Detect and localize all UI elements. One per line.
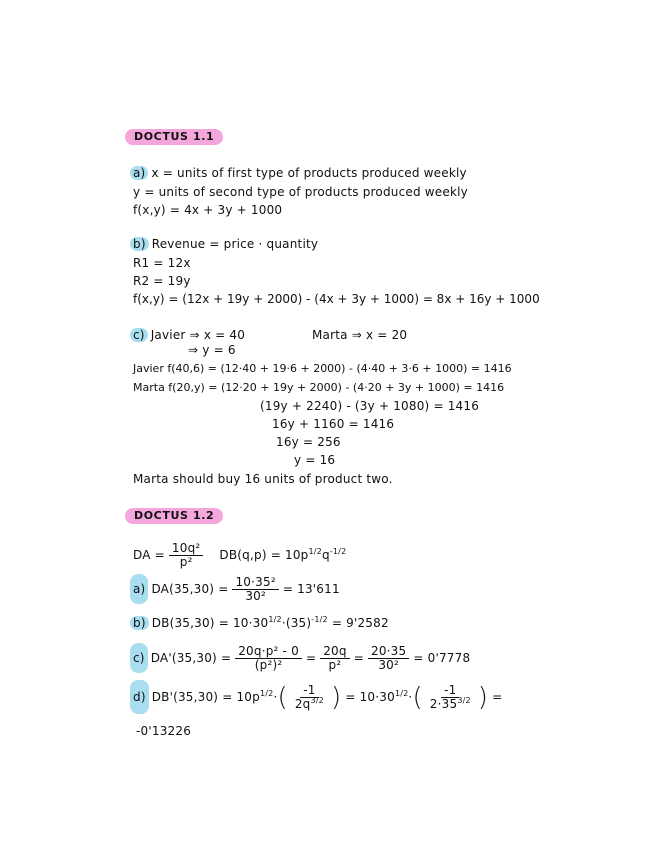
part-c-tag: c) xyxy=(130,328,148,342)
d-dot-1: · xyxy=(273,690,278,704)
text-b4: f(x,y) = (12x + 19y + 2000) - (4x + 3y + 1000) = 8x + 16y + 1000 xyxy=(133,292,540,306)
db-exp-1: 1/2 xyxy=(308,547,322,556)
c-f2-denominator: p² xyxy=(328,658,342,672)
line-part-c xyxy=(130,643,470,673)
b-eq: DB(35,30) = 10·30 xyxy=(151,616,269,630)
line-definitions xyxy=(133,540,346,570)
c-f2-numerator: 20q xyxy=(320,645,350,659)
text-c6: 16y + 1160 = 1416 xyxy=(272,417,395,431)
b-exp-2: -1/2 xyxy=(311,615,328,624)
line-c1 xyxy=(130,328,245,342)
c-f1-denominator: (p²)² xyxy=(254,658,283,672)
d-end-eq: = xyxy=(492,690,503,704)
d-exp-1: 1/2 xyxy=(259,689,274,698)
text-b2: R1 = 12x xyxy=(133,256,191,270)
part-d-tag: d) xyxy=(130,680,149,714)
section-header-1-1: DOCTUS 1.1 xyxy=(125,129,223,145)
line-part-d xyxy=(130,680,502,714)
d-paren-open-2: ( xyxy=(412,682,423,713)
d-fraction-1 xyxy=(292,684,327,711)
d-paren-open-1: ( xyxy=(277,682,288,713)
d-f2-denominator: 2·35 xyxy=(429,697,458,711)
d-f2-denominator-wrap xyxy=(427,698,474,711)
db-q: q xyxy=(321,548,330,562)
line-part-a xyxy=(130,574,340,604)
part-c2-tag: c) xyxy=(130,643,148,673)
d-f1-numerator: -1 xyxy=(300,684,318,698)
text-c3: Javier f(40,6) = (12·40 + 19·6 + 2000) - (4·40 + 3·6 + 1000) = 1416 xyxy=(133,362,512,375)
c-fraction-3 xyxy=(368,645,409,672)
c-f3-denominator: 30² xyxy=(378,658,399,672)
text-c1b: Marta ⇒ x = 20 xyxy=(312,328,408,342)
text-c1: Javier ⇒ x = 40 xyxy=(150,328,246,342)
a-denominator: 30² xyxy=(245,589,266,603)
c-eq-2: = xyxy=(353,651,364,665)
section-header-1-2: DOCTUS 1.2 xyxy=(125,508,223,524)
part-b-tag: b) xyxy=(130,237,149,251)
d-f1-exp: 3/2 xyxy=(310,696,324,705)
text-c5: (19y + 2240) - (3y + 1080) = 1416 xyxy=(260,399,480,413)
text-c8: y = 16 xyxy=(294,453,336,467)
a-result: = 13'611 xyxy=(282,582,340,596)
c-fraction-1 xyxy=(235,645,302,672)
b-mid: ·(35) xyxy=(281,616,312,630)
d-f2-numerator: -1 xyxy=(441,684,459,698)
c-result: = 0'7778 xyxy=(413,651,471,665)
d-result: -0'13226 xyxy=(136,724,192,738)
da-fraction xyxy=(169,542,204,569)
db-exp-2: -1/2 xyxy=(329,547,347,556)
c-eq-1: = xyxy=(305,651,317,665)
c-lhs: DA'(35,30) = xyxy=(150,651,232,665)
part-a-tag: a) xyxy=(130,166,148,180)
line-b1 xyxy=(130,237,318,251)
d-f1-denominator-wrap xyxy=(292,698,327,711)
text-c9: Marta should buy 16 units of product two. xyxy=(133,472,393,486)
a-fraction xyxy=(232,576,278,603)
b-exp-1: 1/2 xyxy=(268,615,282,624)
c-fraction-2 xyxy=(320,645,350,672)
da-denominator: p² xyxy=(179,555,193,569)
d-dot-2: · xyxy=(408,690,413,704)
text-c2: ⇒ y = 6 xyxy=(188,343,236,357)
text-a1: x = units of first type of products produced weekly xyxy=(151,166,467,180)
c-f3-numerator: 20·35 xyxy=(368,645,409,659)
d-paren-close-2: ) xyxy=(477,682,489,713)
c-f1-numerator: 20q·p² - 0 xyxy=(235,645,302,659)
d-f1-denominator: 2q xyxy=(294,697,311,711)
text-c7: 16y = 256 xyxy=(276,435,341,449)
text-b1: Revenue = price · quantity xyxy=(151,237,319,251)
d-paren-close-1: ) xyxy=(330,682,342,713)
line-part-b xyxy=(130,616,389,630)
da-numerator: 10q² xyxy=(169,542,204,556)
db-definition: DB(q,p) = 10p xyxy=(219,548,309,562)
a-lhs: DA(35,30) = xyxy=(151,582,229,596)
d-exp-2: 1/2 xyxy=(394,689,409,698)
a-numerator: 10·35² xyxy=(232,576,278,590)
part-a2-tag: a) xyxy=(130,574,148,604)
d-lhs: DB'(35,30) = 10p xyxy=(151,690,260,704)
text-b3: R2 = 19y xyxy=(133,274,191,288)
d-mid: = 10·30 xyxy=(345,690,395,704)
b-result: = 9'2582 xyxy=(331,616,389,630)
d-f2-exp: 3/2 xyxy=(457,696,471,705)
d-fraction-2 xyxy=(427,684,474,711)
part-b2-tag: b) xyxy=(130,616,149,630)
text-a3: f(x,y) = 4x + 3y + 1000 xyxy=(133,203,283,217)
da-label: DA = xyxy=(133,548,165,562)
text-a2: y = units of second type of products produced weekly xyxy=(133,185,468,199)
text-c4: Marta f(20,y) = (12·20 + 19y + 2000) - (4·20 + 3y + 1000) = 1416 xyxy=(133,381,505,394)
line-a1 xyxy=(130,166,467,180)
